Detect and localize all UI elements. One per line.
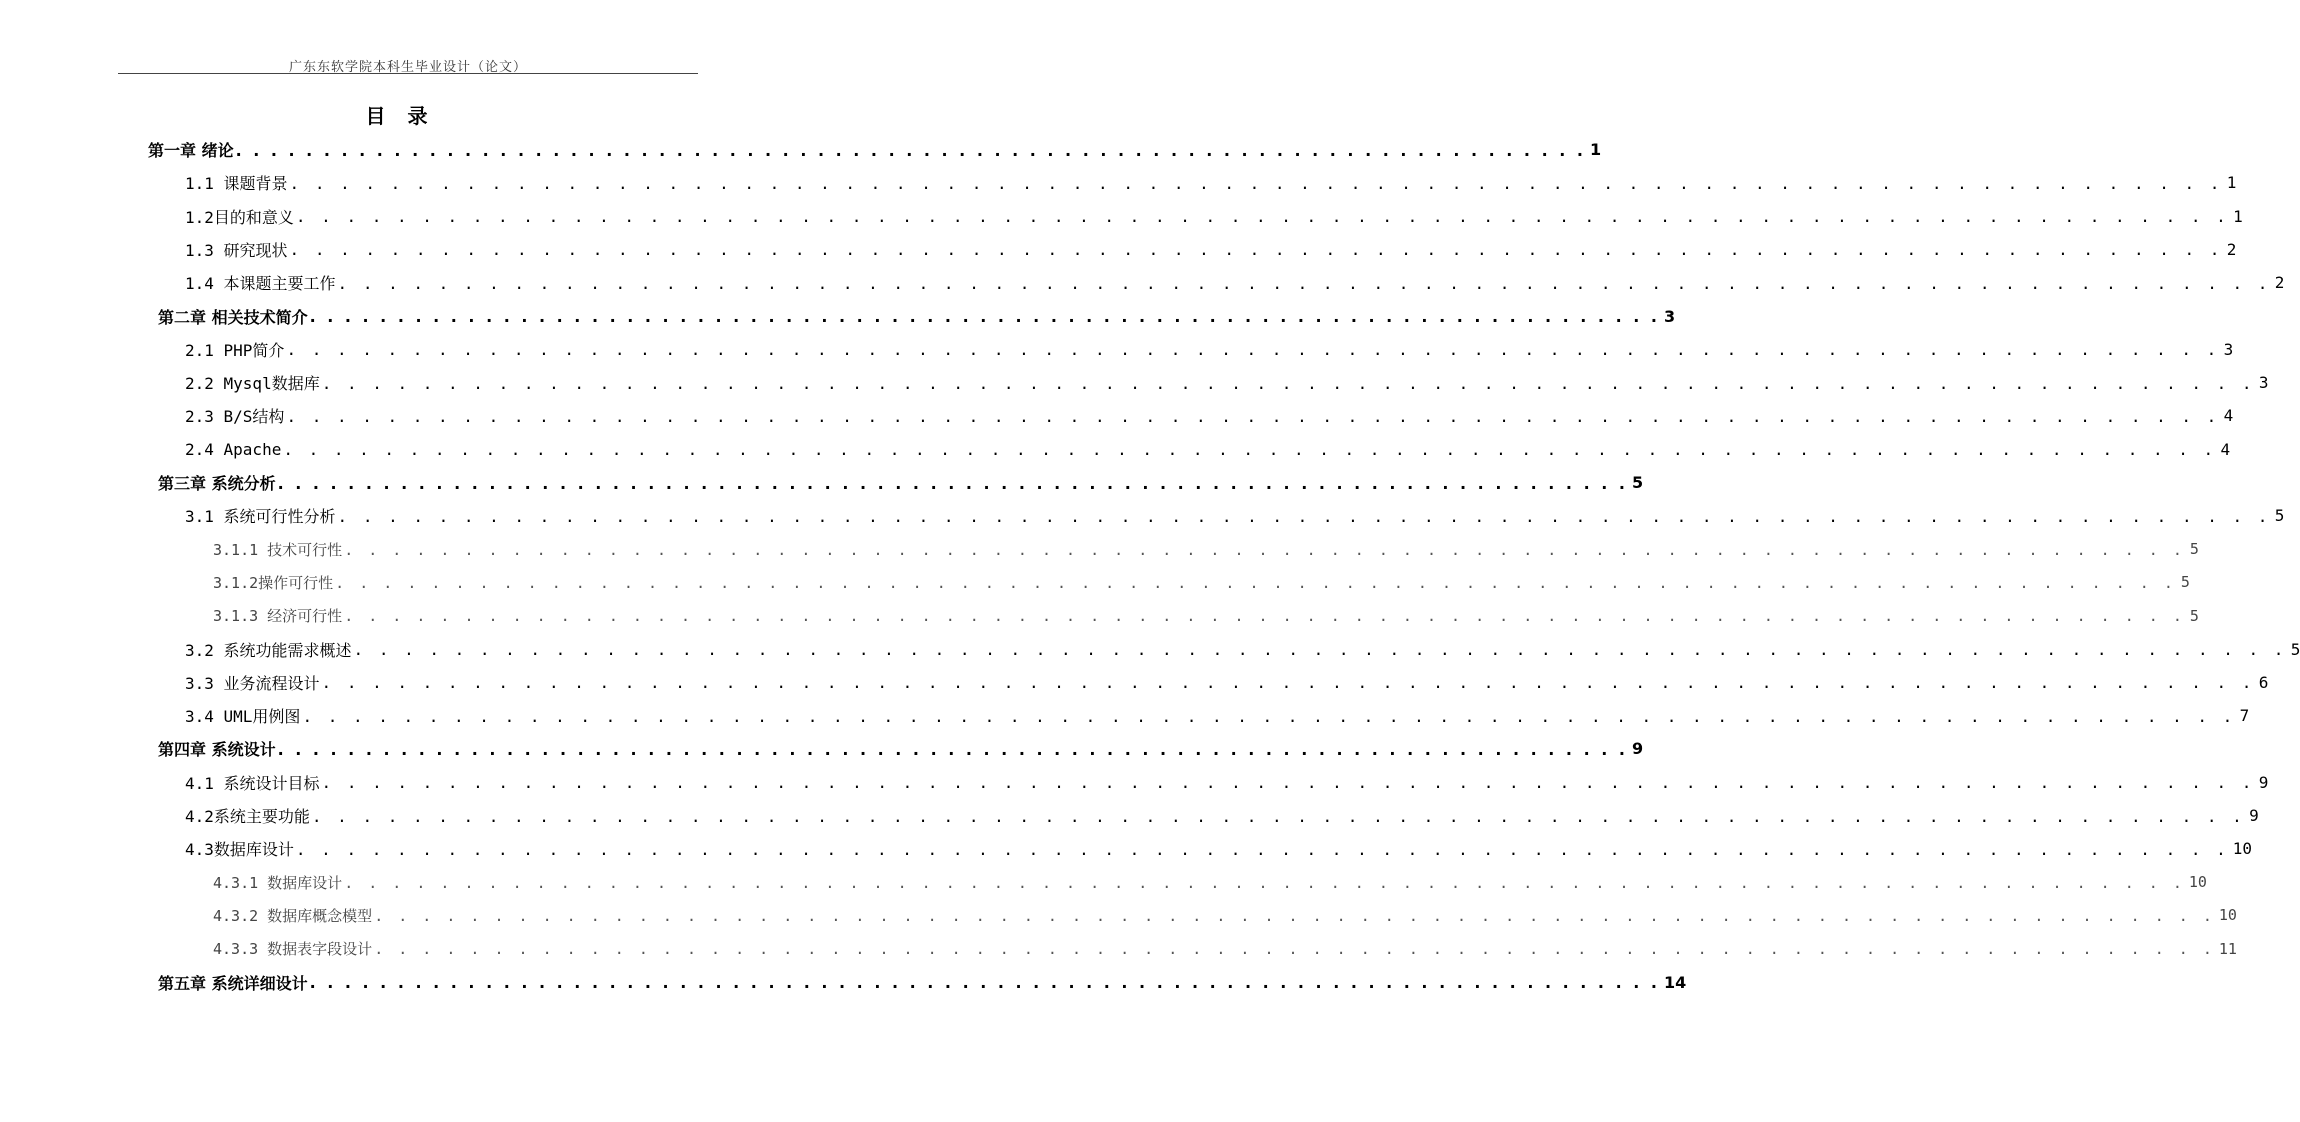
toc-entry-label: 4.3.2 数据库概念模型 [213, 906, 373, 925]
toc-entry-label: 4.3.3 数据表字段设计 [213, 940, 373, 959]
toc-page-number: 5 [2180, 573, 2190, 592]
toc-leader-dots: . . . . . . . . . . . . . . . . . . . . . . . . . . . . . . . . . . . . . . . . . . . . . . . . . . . . . . . . . . . . . . . . . . . . . . . . . . . . . [302, 706, 2236, 726]
toc-page-number: 3 [2258, 373, 2269, 393]
toc-page-number: 9 [2258, 772, 2269, 792]
toc-page-number: 10 [2218, 906, 2237, 925]
toc-leader-dots: . . . . . . . . . . . . . . . . . . . . . . . . . . . . . . . . . . . . . . . . . . . . . . . . . . . . . . . . . . . . . . . . . . . . . . . . . . . . . [321, 773, 2255, 793]
toc-entry-label: 3.3 业务流程设计 [185, 673, 320, 693]
toc-entry[interactable] [213, 533, 2199, 566]
toc-page-number: 1 [2226, 173, 2237, 193]
toc-leader-dots: . . . . . . . . . . . . . . . . . . . . . . . . . . . . . . . . . . . . . . . . . . . . . . . . . . . . . . . . . . . . . . . . . . . . . . . . . . . . . [337, 506, 2271, 526]
toc-entry-label: 4.2系统主要功能 [185, 807, 310, 826]
toc-leader-dots: . . . . . . . . . . . . . . . . . . . . . . . . . . . . . . . . . . . . . . . . . . . . . . . . . . . . . . . . . . . . . . . . . . . . . . . . . . . . . [289, 240, 2223, 260]
toc-page-number: 9 [1631, 739, 1644, 759]
toc-entry[interactable] [185, 266, 2285, 299]
toc-page-number: 5 [2290, 639, 2300, 659]
toc-entry[interactable] [185, 499, 2285, 532]
toc-entry-label: 第一章 绪论 [148, 141, 234, 160]
toc-entry-label: 4.3数据库设计 [185, 840, 294, 860]
toc-leader-dots: . . . . . . . . . . . . . . . . . . . . . . . . . . . . . . . . . . . . . . . . . . . . . . . . . . . . . . . . . . . . . . . . . . . . . . . . . . . . . [374, 906, 2215, 925]
toc-entry[interactable] [185, 766, 2269, 799]
toc-entry-label: 3.1.3 经济可行性 [213, 607, 343, 626]
toc-leader-dots: . . . . . . . . . . . . . . . . . . . . . . . . . . . . . . . . . . . . . . . . . . . . . . . . . . . . . . . . . . . . . . . . . . . . . . . . . . . . . [283, 440, 2217, 460]
toc-leader-dots: . . . . . . . . . . . . . . . . . . . . . . . . . . . . . . . . . . . . . . . . . . . . . . . . . . . . . . . . . . . . . . . . . . . . . . . . . . . . . [235, 140, 1586, 160]
toc-leader-dots: . . . . . . . . . . . . . . . . . . . . . . . . . . . . . . . . . . . . . . . . . . . . . . . . . . . . . . . . . . . . . . . . . . . . . . . . . . . . . [311, 806, 2245, 826]
toc-entry[interactable] [185, 366, 2269, 399]
toc-entry-label: 3.1 系统可行性分析 [185, 507, 336, 527]
toc-entry-label: 1.2目的和意义 [185, 207, 294, 227]
toc-entry-label: 2.4 Apache [185, 439, 282, 459]
toc-entry[interactable] [185, 399, 2234, 432]
toc-entry-label: 2.1 PHP简介 [185, 340, 285, 360]
toc-entry[interactable] [185, 633, 2300, 666]
toc-page-number: 2 [2226, 239, 2237, 259]
toc-entry[interactable] [185, 799, 2259, 832]
toc-entry-label: 第三章 系统分析 [158, 474, 276, 493]
toc-page-number: 11 [2218, 939, 2237, 958]
toc-entry-label: 3.4 UML用例图 [185, 707, 301, 727]
toc-page-number: 2 [2274, 273, 2285, 293]
toc-entry[interactable] [185, 832, 2252, 865]
toc-leader-dots: . . . . . . . . . . . . . . . . . . . . . . . . . . . . . . . . . . . . . . . . . . . . . . . . . . . . . . . . . . . . . . . . . . . . . . . . . . . . . [277, 739, 1628, 759]
toc-leader-dots: . . . . . . . . . . . . . . . . . . . . . . . . . . . . . . . . . . . . . . . . . . . . . . . . . . . . . . . . . . . . . . . . . . . . . . . . . . . . . [321, 673, 2255, 693]
toc-entry[interactable] [185, 699, 2250, 732]
toc-leader-dots: . . . . . . . . . . . . . . . . . . . . . . . . . . . . . . . . . . . . . . . . . . . . . . . . . . . . . . . . . . . . . . . . . . . . . . . . . . . . . [344, 873, 2185, 892]
toc-entry[interactable] [185, 166, 2237, 199]
toc-entry[interactable] [158, 300, 1676, 333]
toc-entry[interactable] [213, 566, 2190, 599]
toc-page-number: 3 [2223, 339, 2234, 359]
toc-leader-dots: . . . . . . . . . . . . . . . . . . . . . . . . . . . . . . . . . . . . . . . . . . . . . . . . . . . . . . . . . . . . . . . . . . . . . . . . . . . . . [295, 207, 2229, 227]
toc-entry[interactable] [213, 899, 2237, 932]
toc-leader-dots: . . . . . . . . . . . . . . . . . . . . . . . . . . . . . . . . . . . . . . . . . . . . . . . . . . . . . . . . . . . . . . . . . . . . . . . . . . . . . [353, 640, 2287, 659]
toc-page-number: 5 [1631, 473, 1644, 492]
toc-entry-label: 1.3 研究现状 [185, 240, 288, 260]
header-rule [118, 73, 698, 74]
toc-page-number: 14 [1663, 972, 1687, 992]
toc-page-number: 10 [2188, 873, 2207, 892]
toc-page-number: 9 [2249, 806, 2259, 825]
toc-leader-dots: . . . . . . . . . . . . . . . . . . . . . . . . . . . . . . . . . . . . . . . . . . . . . . . . . . . . . . . . . . . . . . . . . . . . . . . . . . . . . [321, 373, 2255, 393]
toc-entry-label: 3.1.1 技术可行性 [213, 540, 343, 559]
toc-entry[interactable] [185, 200, 2243, 233]
toc-entry[interactable] [185, 433, 2231, 466]
toc-leader-dots: . . . . . . . . . . . . . . . . . . . . . . . . . . . . . . . . . . . . . . . . . . . . . . . . . . . . . . . . . . . . . . . . . . . . . . . . . . . . . [277, 473, 1628, 493]
toc-page-number: 5 [2189, 540, 2199, 559]
toc-leader-dots: . . . . . . . . . . . . . . . . . . . . . . . . . . . . . . . . . . . . . . . . . . . . . . . . . . . . . . . . . . . . . . . . . . . . . . . . . . . . . [289, 173, 2223, 193]
toc-leader-dots: . . . . . . . . . . . . . . . . . . . . . . . . . . . . . . . . . . . . . . . . . . . . . . . . . . . . . . . . . . . . . . . . . . . . . . . . . . . . . [286, 340, 2220, 360]
toc-entry[interactable] [185, 666, 2269, 699]
toc-title: 目录 [365, 104, 450, 128]
toc-leader-dots: . . . . . . . . . . . . . . . . . . . . . . . . . . . . . . . . . . . . . . . . . . . . . . . . . . . . . . . . . . . . . . . . . . . . . . . . . . . . . [335, 573, 2176, 592]
toc-leader-dots: . . . . . . . . . . . . . . . . . . . . . . . . . . . . . . . . . . . . . . . . . . . . . . . . . . . . . . . . . . . . . . . . . . . . . . . . . . . . . [374, 940, 2215, 959]
toc-entry[interactable] [158, 466, 1644, 499]
toc-entry-label: 第五章 系统详细设计 [158, 973, 308, 993]
toc-page-number: 6 [2258, 672, 2269, 692]
toc-leader-dots: . . . . . . . . . . . . . . . . . . . . . . . . . . . . . . . . . . . . . . . . . . . . . . . . . . . . . . . . . . . . . . . . . . . . . . . . . . . . . [309, 307, 1660, 326]
toc-entry[interactable] [158, 732, 1644, 765]
toc-page-number: 10 [2232, 839, 2252, 859]
toc-page-number: 3 [1663, 306, 1676, 326]
toc-page-number: 1 [2233, 206, 2243, 226]
toc-entry-label: 第四章 系统设计 [158, 740, 276, 760]
toc-page-number: 5 [2274, 506, 2285, 526]
toc-entry[interactable] [185, 333, 2234, 366]
toc-leader-dots: . . . . . . . . . . . . . . . . . . . . . . . . . . . . . . . . . . . . . . . . . . . . . . . . . . . . . . . . . . . . . . . . . . . . . . . . . . . . . [344, 607, 2185, 626]
toc-page-number: 7 [2239, 706, 2250, 726]
toc-leader-dots: . . . . . . . . . . . . . . . . . . . . . . . . . . . . . . . . . . . . . . . . . . . . . . . . . . . . . . . . . . . . . . . . . . . . . . . . . . . . . [344, 540, 2185, 559]
toc-entry-label: 第二章 相关技术简介 [158, 307, 308, 327]
toc-page-number: 5 [2189, 606, 2199, 625]
toc-entry-label: 3.1.2操作可行性 [213, 573, 334, 592]
toc-leader-dots: . . . . . . . . . . . . . . . . . . . . . . . . . . . . . . . . . . . . . . . . . . . . . . . . . . . . . . . . . . . . . . . . . . . . . . . . . . . . . [295, 839, 2229, 859]
toc-leader-dots: . . . . . . . . . . . . . . . . . . . . . . . . . . . . . . . . . . . . . . . . . . . . . . . . . . . . . . . . . . . . . . . . . . . . . . . . . . . . . [286, 406, 2220, 426]
toc-page-number: 4 [2220, 439, 2231, 459]
toc-page-number: 1 [1589, 140, 1602, 159]
toc-entry-label: 2.2 Mysql数据库 [185, 374, 320, 394]
toc-entry[interactable] [185, 233, 2237, 266]
toc-entry-label: 1.4 本课题主要工作 [185, 274, 336, 294]
toc-leader-dots: . . . . . . . . . . . . . . . . . . . . . . . . . . . . . . . . . . . . . . . . . . . . . . . . . . . . . . . . . . . . . . . . . . . . . . . . . . . . . [309, 973, 1660, 992]
toc-entry[interactable] [213, 866, 2207, 899]
toc-entry[interactable] [213, 599, 2199, 632]
toc-entry[interactable] [148, 133, 1602, 166]
toc-entry-label: 2.3 B/S结构 [185, 407, 285, 427]
toc-entry-label: 3.2 系统功能需求概述 [185, 640, 352, 660]
page-header: 广东东软学院本科生毕业设计（论文） [288, 60, 527, 75]
toc-entry[interactable] [213, 932, 2237, 965]
toc-entry-label: 4.3.1 数据库设计 [213, 873, 343, 892]
toc-page-number: 4 [2223, 406, 2234, 426]
toc-entry-label: 4.1 系统设计目标 [185, 773, 320, 793]
toc-entry-label: 1.1 课题背景 [185, 174, 288, 194]
toc-leader-dots: . . . . . . . . . . . . . . . . . . . . . . . . . . . . . . . . . . . . . . . . . . . . . . . . . . . . . . . . . . . . . . . . . . . . . . . . . . . . . [337, 273, 2271, 293]
toc-entry[interactable] [158, 966, 1687, 999]
